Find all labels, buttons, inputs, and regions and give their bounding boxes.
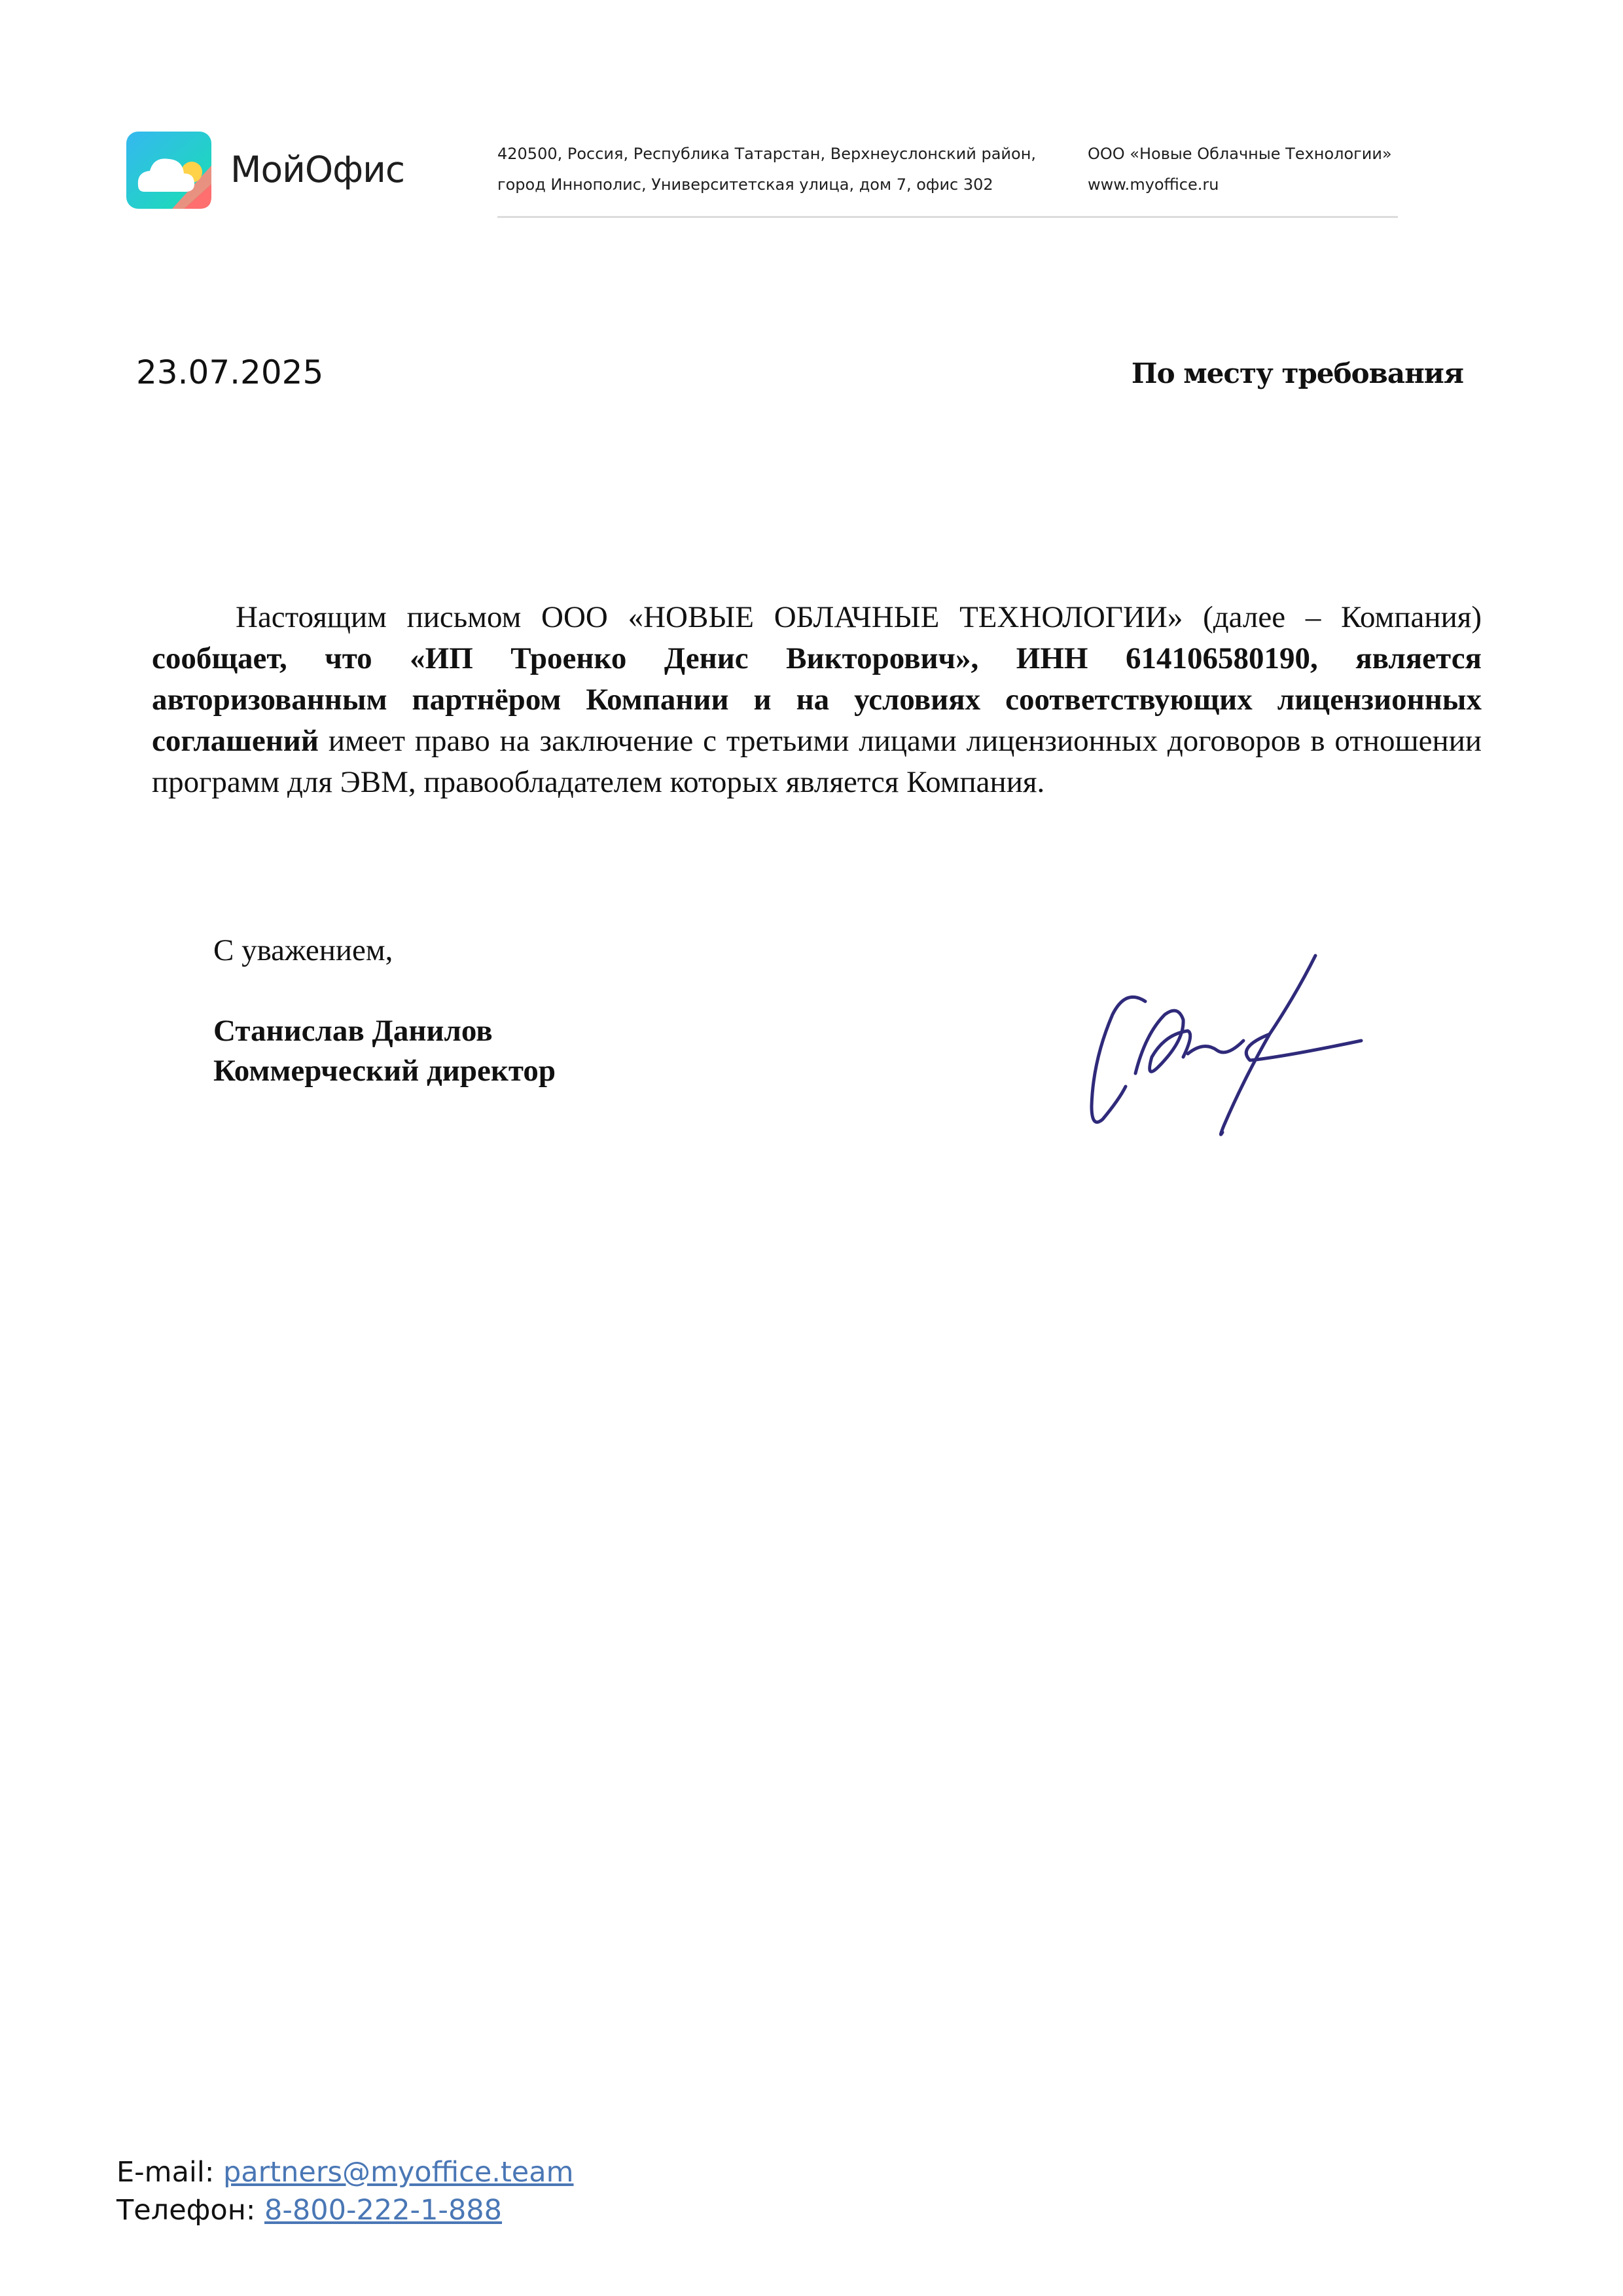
- signer-name: Станислав Данилов: [213, 1014, 493, 1048]
- phone-label: Телефон:: [116, 2194, 265, 2227]
- handwritten-signature: [1073, 942, 1387, 1165]
- footer-email-row: [116, 2153, 574, 2191]
- phone-link[interactable]: 8-800-222-1-888: [264, 2194, 503, 2227]
- brand-name: МойОфис: [230, 149, 405, 190]
- company-contacts: [1088, 139, 1392, 200]
- body-text-part1: Настоящим письмом ООО «НОВЫЕ ОБЛАЧНЫЕ ТЕХНОЛОГИИ» (далее – Компания): [236, 600, 1482, 634]
- signer-title: Коммерческий директор: [213, 1054, 556, 1088]
- company-name: ООО «Новые Облачные Технологии»: [1088, 145, 1392, 163]
- closing: С уважением,: [213, 933, 393, 967]
- address-line-1: 420500, Россия, Республика Татарстан, Верхнеуслонский район,: [497, 145, 1037, 163]
- address-line-2: город Иннополис, Университетская улица, дом 7, офис 302: [497, 175, 993, 194]
- footer-phone-row: [116, 2191, 574, 2229]
- body-text-part2: имеет право на заключение с третьими лицами лицензионных договоров в отношении программ для ЭВМ, правообладателем которых является Компания.: [152, 724, 1482, 799]
- body-text-bold: сообщает, что «ИП Троенко Денис Викторович», ИНН 614106580190, является авторизованным партнёром Компании и на условиях соответствующих лицензионных соглашений: [152, 641, 1482, 758]
- addressee: По месту требования: [1131, 357, 1463, 389]
- email-link[interactable]: partners@myoffice.team: [223, 2156, 574, 2189]
- email-label: E-mail:: [116, 2156, 223, 2189]
- company-address: [497, 139, 1036, 200]
- letter-body: [152, 597, 1482, 803]
- letter-date: 23.07.2025: [136, 353, 324, 391]
- company-website: www.myoffice.ru: [1088, 175, 1219, 194]
- footer-contacts: [116, 2153, 574, 2229]
- myoffice-logo-icon: [126, 132, 211, 209]
- header-divider: [497, 216, 1398, 218]
- signer-block: [213, 1011, 556, 1091]
